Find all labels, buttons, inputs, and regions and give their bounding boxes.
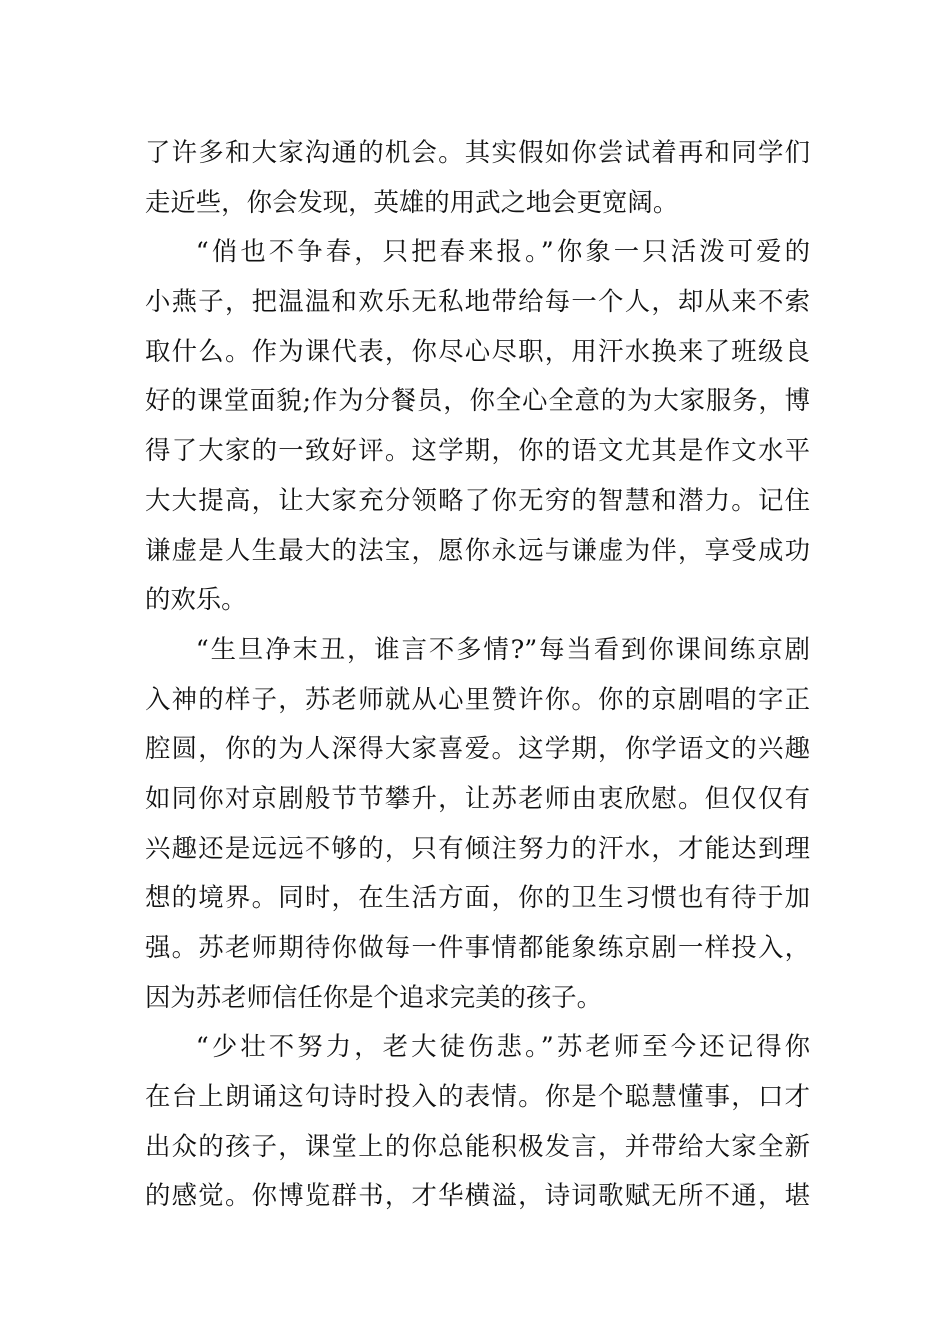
text-line: 好的课堂面貌;作为分餐员，你全心全意的为大家服务，博 — [145, 385, 810, 416]
text-line: 的感觉。你博览群书，才华横溢，诗词歌赋无所不通，堪 — [145, 1180, 810, 1211]
text-line: “生旦净末丑，谁言不多情?”每当看到你课间练京剧 — [195, 633, 810, 664]
text-line: 了许多和大家沟通的机会。其实假如你尝试着再和同学们 — [145, 137, 810, 167]
text-line: 如同你对京剧般节节攀升，让苏老师由衷欣慰。但仅仅有 — [145, 782, 810, 813]
paragraph-3 — [145, 625, 810, 1023]
text-line: 走近些，你会发现，英雄的用武之地会更宽阔。 — [145, 186, 679, 217]
text-line: 想的境界。同时，在生活方面，你的卫生习惯也有待于加 — [145, 882, 810, 913]
paragraph-2 — [145, 227, 810, 625]
text-line: 在台上朗诵这句诗时投入的表情。你是个聪慧懂事，口才 — [145, 1081, 810, 1112]
text-line: “少壮不努力，老大徒伤悲。”苏老师至今还记得你 — [195, 1031, 810, 1062]
text-line: 的欢乐。 — [145, 584, 247, 615]
text-line: 出众的孩子，课堂上的你总能积极发言，并带给大家全新 — [145, 1130, 810, 1161]
text-line: 腔圆，你的为人深得大家喜爱。这学期，你学语文的兴趣 — [145, 733, 810, 764]
paragraph-1 — [145, 128, 810, 227]
text-line: 谦虚是人生最大的法宝，愿你永远与谦虚为伴，享受成功 — [145, 534, 810, 565]
text-line: 小燕子，把温温和欢乐无私地带给每一个人，却从来不索 — [145, 286, 810, 317]
text-line: 取什么。作为课代表，你尽心尽职，用汗水换来了班级良 — [145, 335, 810, 366]
text-line: “俏也不争春，只把春来报。”你象一只活泼可爱的 — [195, 236, 810, 267]
text-line: 强。苏老师期待你做每一件事情都能象练京剧一样投入， — [145, 932, 810, 962]
document-body — [145, 128, 810, 1221]
text-line: 大大提高，让大家充分领略了你无穷的智慧和潜力。记住 — [145, 484, 810, 515]
paragraph-4 — [145, 1022, 810, 1221]
text-line: 得了大家的一致好评。这学期，你的语文尤其是作文水平 — [145, 435, 810, 466]
text-line: 兴趣还是远远不够的，只有倾注努力的汗水，才能达到理 — [145, 832, 810, 863]
text-line: 因为苏老师信任你是个追求完美的孩子。 — [145, 981, 603, 1012]
text-line: 入神的样子，苏老师就从心里赞许你。你的京剧唱的字正 — [145, 683, 810, 714]
